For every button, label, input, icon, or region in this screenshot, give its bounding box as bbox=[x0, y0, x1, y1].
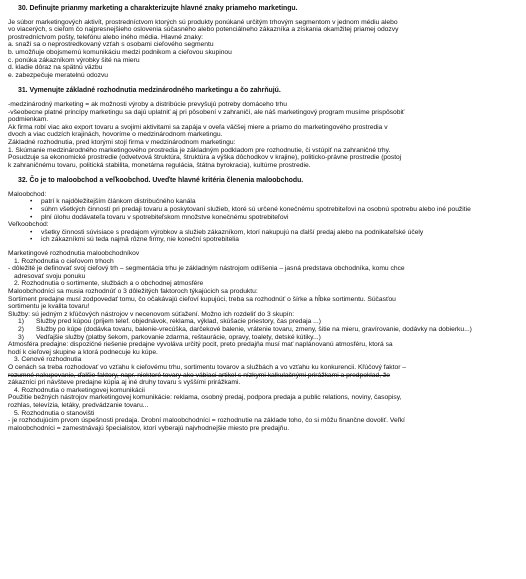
services-item-number: 3) bbox=[18, 333, 24, 341]
list-item: • súhrn všetkých činností pri predaji tovaru a poskytovaní služieb, ktoré sú určené konečnému spotrebiteľovi na osobnú spotrebu alebo iné použitie bbox=[8, 206, 518, 214]
q31-line: Základné rozhodnutia, pred ktorými stojí firma v medzinárodnom marketingu: bbox=[8, 138, 236, 146]
section-2-title: 2. Rozhodnutia o sortimente, službách a o obchodnej atmosfére bbox=[14, 280, 204, 288]
services-item bbox=[8, 318, 518, 326]
decisions-heading: Marketingové rozhodnutia maloobchodníkov bbox=[8, 250, 140, 258]
section-3-line: rozumné nakupovanie, ďalšie faktory, napr. niektoré tovary ako vábiaci artikel s nízkymi kalkulačnými prirážkami a predpoklad, že bbox=[8, 371, 391, 379]
q31-line: -všeobecne platné princípy marketingu sa dajú uplatniť aj pri pôsobení v zahraničí, ale náš marketingový program musíme prispôsobiť bbox=[8, 108, 405, 116]
section-2-line: Maloobchodníci sa musia rozhodnúť o 3 dôležitých faktoroch týkajúcich sa produktu: bbox=[8, 288, 258, 295]
question-32-title: 32. Čo je to maloobchod a veľkoobchod. Uveďte hlavné kritéria členenia maloobchodu. bbox=[18, 177, 304, 185]
list-item: • plní úlohu dodávateľa tovaru v spotrebiteľskom množstve konečnému spotrebiteľovi bbox=[8, 214, 518, 222]
q31-line: dvoch a viac cudzích krajinách, hovoríme o medzinárodnom marketingu. bbox=[8, 131, 223, 139]
velkoobchod-list bbox=[8, 229, 518, 244]
q31-line: Ak firma robí viac ako export tovaru a svojimi aktivitami sa zapája v oveľa väčšej miere a priamo do marketingového prostredia v bbox=[8, 123, 388, 131]
q30-line: vo viacerých, s cieľom čo najpresnejšieho oslovenia súčasného alebo potenciálneho zákazníka a získania okamžitej priamej odozvy bbox=[8, 26, 399, 34]
q30-list-item: d. kladie dôraz na spätnú väzbu bbox=[8, 64, 103, 72]
section-5-line: - je rozhodujúcim prvom úspešnosti predaja. Drobní maloobchodníci = rozhodnutie na základe toho, čo si môžu finančne dovoliť. Veľkí bbox=[8, 417, 405, 425]
section-1-line: adresovať svoju ponuku bbox=[14, 272, 86, 280]
section-5-line: maloobchodníci = zamestnávajú špecialistov, ktorí vyberajú najvhodnejšie miesto pre predajňu. bbox=[8, 424, 290, 432]
q31-line: -medzinárodný marketing = ak možnosti výroby a distribúcie prevyšujú potreby domáceho trhu bbox=[8, 100, 287, 108]
q30-line: prostredníctvom pošty, telefónu alebo iného média. Hlavné znaky: bbox=[8, 33, 204, 41]
section-3-title: 3. Cenové rozhodnutia bbox=[14, 356, 82, 364]
q31-line: Posudzuje sa ekonomické prostredie (odvetvová štruktúra, štruktúra a výška dôchodkov v krajine), politicko-právne prostredie (postoj bbox=[8, 154, 402, 162]
section-2-line: hodí k cieľovej skupine a ktorá podnecuje ku kúpe. bbox=[8, 348, 158, 356]
section-2-line: Sortiment predajne musí zodpovedať tomu, čo očakávajú cieľoví kupujúci, treba sa rozhodnúť o šírke a hĺbke sortimentu. Súčasťou bbox=[8, 295, 396, 303]
services-item bbox=[8, 334, 518, 342]
services-item-number: 2) bbox=[18, 325, 24, 333]
section-3-line: O cenách sa treba rozhodovať vo vzťahu k cieľovému trhu, sortimentu tovarov a službách a vo vzťahu ku konkurencii. Kľúčový faktor – bbox=[8, 363, 407, 371]
section-2-line: Služby: sú jedným z kľúčových nástrojov v necenovom súťažení. Možno ich rozdeliť do 3 skupín: bbox=[8, 310, 295, 318]
services-item-text: Služby po kúpe (dodávka tovaru, balenie-vrecúška, darčekové balenie, vrátenie tovaru, zmeny, šitie na mieru, gravírovanie, dodávky na dobierku...) bbox=[36, 325, 472, 333]
q30-list-item: e. zabezpečuje meratelnú odozvu bbox=[8, 71, 109, 79]
section-4-line: rozhlas, televízia, letáky, predvádzanie tovaru... bbox=[8, 401, 149, 409]
question-31-title: 31. Vymenujte základné rozhodnutia medzinárodného marketingu a čo zahrňujú. bbox=[18, 87, 281, 95]
q30-list-item: b. umožňuje obojsmernú komunikáciu medzi podnikom a cieľovou skupinou bbox=[8, 48, 232, 56]
q30-list-item: a. snaží sa o neprostredkovaný vzťah s osobami cieľového segmentu bbox=[8, 41, 214, 49]
services-item bbox=[8, 326, 518, 334]
section-4-title: 4. Rozhodnutia o marketingovej komunikácii bbox=[14, 386, 145, 394]
section-5-title: 5. Rozhodnutia o stanovišti bbox=[14, 409, 95, 417]
q31-line: k zahraničnému tovaru, politická stabilita, monetárna regulácia, štátna byrokracia), kultúrne prostredie. bbox=[8, 161, 311, 169]
q30-line: Je súbor marketingových aktivít, prostredníctvom ktorých sú produkty ponúkané určitým trhovým segmentom v jednom médiu alebo bbox=[8, 18, 398, 26]
list-item: • patrí k najdôležitejším článkom distribučného kanála bbox=[8, 198, 518, 206]
section-2-line: sortimentu je kvalita tovaru! bbox=[8, 303, 90, 311]
section-1-title: 1. Rozhodnutia o cieľovom trhoch bbox=[14, 257, 114, 265]
services-list bbox=[8, 318, 518, 341]
maloobchod-list bbox=[8, 198, 518, 221]
q30-list-item: c. ponúka zákazníkom výrobky šité na mieru bbox=[8, 56, 140, 64]
velkoobchod-label: Veľkoobchod: bbox=[8, 221, 49, 229]
q31-line: podmienkam. bbox=[8, 116, 49, 124]
section-1-line: - dôležité je definovať svoj cieľový trh – segmentácia trhu je základným nástrojom odlíšenia – jasná predstava obchodníka, komu chce bbox=[8, 265, 405, 273]
question-30-title: 30. Definujte prianmy marketing a charakterizujte hlavné znaky priameho marketingu. bbox=[18, 5, 298, 12]
services-item-number: 1) bbox=[18, 318, 24, 326]
maloobchod-label: Maloobchod: bbox=[8, 190, 47, 198]
services-item-text: Služby pred kúpou (prijem telef. objednávok, reklama, výklad, skúšacie priestory, čas predaja ...) bbox=[36, 318, 321, 326]
section-2-line: Atmosféra predajne: dispozičné riešenie predajne vyvoláva určitý pocit, preto predajňa musí mať naplánovanú atmosféru, ktorá sa bbox=[8, 341, 393, 349]
q31-line: 1. Skúmanie medzinárodného marketingového prostredia je základným podkladom pre rozhodnutie, či vstúpiť na zahraničné trhy. bbox=[8, 146, 391, 154]
services-item-text: Vedľajšie služby (platby šekom, parkovanie zdarma, reštaurácie, opravy, toalety, detské kútiky...) bbox=[36, 333, 321, 341]
list-item: • ich zákazníkmi sú teda najmä rôzne firmy, nie koneční spotrebitelia bbox=[8, 236, 518, 244]
section-3-line: zákazníci pri návšteve predajne kúpia aj iné druhy tovaru s vyššími prirážkami. bbox=[8, 379, 241, 387]
list-item: • všetky činnosti súvisiace s predajom výrobkov a služieb zákazníkom, ktorí nakupujú na ďalší predaj alebo na podnikateľské účely bbox=[8, 229, 518, 237]
section-4-line: Použitie bežných nástrojov marketingovej komunikácie: reklama, osobný predaj, podpora predaja a public relations, noviny, časopisy, bbox=[8, 394, 402, 402]
